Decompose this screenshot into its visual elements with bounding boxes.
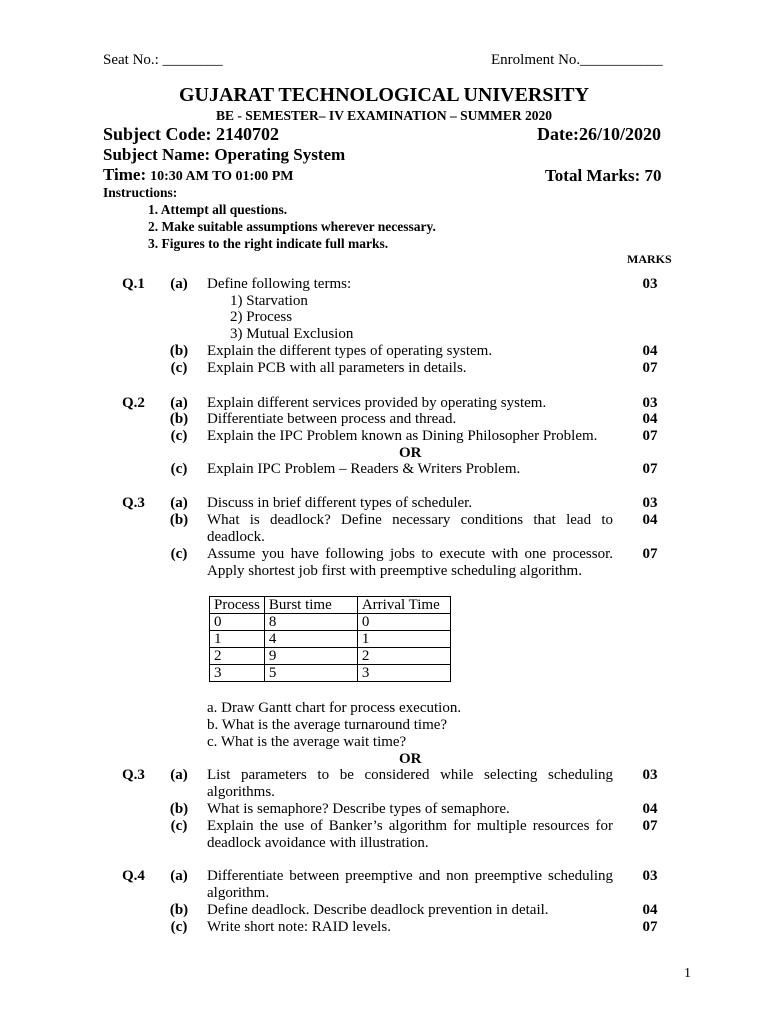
question-text: Define following terms: <box>207 276 352 292</box>
term-item: 1) Starvation <box>230 293 308 309</box>
subject-code: Subject Code: 2140702 <box>103 124 279 144</box>
marks-value: 03 <box>642 767 658 783</box>
question-text: What is deadlock? Define necessary conditions that lead to deadlock. <box>207 512 613 545</box>
part-label: (c) <box>170 546 188 562</box>
question-number: Q.1 <box>122 276 145 292</box>
question-text: What is semaphore? Describe types of semaphore. <box>207 801 510 817</box>
page-number: 1 <box>684 966 691 981</box>
question-text: Explain PCB with all parameters in details. <box>207 360 467 376</box>
question-text: List parameters to be considered while selecting scheduling algorithms. <box>207 767 613 800</box>
marks-value: 07 <box>642 428 658 444</box>
question-text: Explain the IPC Problem known as Dining Philosopher Problem. <box>207 428 598 444</box>
marks-value: 04 <box>642 512 658 528</box>
instruction-item: 2. Make suitable assumptions wherever necessary. <box>148 219 436 234</box>
part-label: (b) <box>169 902 189 918</box>
total-marks: Total Marks: 70 <box>545 166 662 185</box>
marks-value: 07 <box>642 461 658 477</box>
table-header-cell: Burst time <box>264 597 357 614</box>
university-title: GUJARAT TECHNOLOGICAL UNIVERSITY <box>178 84 590 106</box>
question-number: Q.3 <box>122 767 145 783</box>
table-cell: 9 <box>264 648 357 665</box>
or-separator: OR <box>399 751 422 767</box>
marks-value: 03 <box>642 395 658 411</box>
table-row <box>210 631 451 648</box>
part-label: (b) <box>169 343 189 359</box>
marks-value: 07 <box>642 546 658 562</box>
table-cell: 2 <box>210 648 265 665</box>
question-text: Assume you have following jobs to execute with one processor. Apply shortest job first with preemptive scheduling algorithm. <box>207 546 613 579</box>
table-cell: 3 <box>210 665 265 682</box>
table-cell: 5 <box>264 665 357 682</box>
part-label: (a) <box>170 495 188 511</box>
marks-value: 03 <box>642 495 658 511</box>
marks-value: 03 <box>642 868 658 884</box>
marks-value: 04 <box>642 801 658 817</box>
part-label: (b) <box>169 411 189 427</box>
exam-time <box>103 165 294 185</box>
marks-heading: MARKS <box>627 252 672 266</box>
table-cell: 1 <box>357 631 450 648</box>
question-text: Discuss in brief different types of scheduler. <box>207 495 473 511</box>
exam-date: Date:26/10/2020 <box>537 124 661 144</box>
time-label: Time: <box>103 165 147 184</box>
subpart-item: c. What is the average wait time? <box>207 734 407 750</box>
or-separator: OR <box>399 445 422 461</box>
question-text: Differentiate between process and thread. <box>207 411 457 427</box>
table-header-cell: Process <box>210 597 265 614</box>
term-item: 3) Mutual Exclusion <box>230 326 354 342</box>
part-label: (b) <box>169 512 189 528</box>
question-text: Differentiate between preemptive and non preemptive scheduling algorithm. <box>207 868 613 901</box>
table-row <box>210 665 451 682</box>
question-text: Explain different services provided by operating system. <box>207 395 547 411</box>
subpart-item: b. What is the average turnaround time? <box>207 717 448 733</box>
table-row <box>210 648 451 665</box>
table-cell: 2 <box>357 648 450 665</box>
question-number: Q.4 <box>122 868 145 884</box>
table-cell: 0 <box>210 614 265 631</box>
question-text: Write short note: RAID levels. <box>207 919 391 935</box>
jobs-table <box>209 596 451 682</box>
marks-value: 07 <box>642 360 658 376</box>
instructions-title: Instructions: <box>103 185 178 200</box>
table-cell: 1 <box>210 631 265 648</box>
table-header-row <box>210 597 451 614</box>
question-number: Q.2 <box>122 395 145 411</box>
part-label: (a) <box>170 276 188 292</box>
part-label: (a) <box>170 767 188 783</box>
instruction-item: 1. Attempt all questions. <box>148 202 288 217</box>
part-label: (a) <box>170 868 188 884</box>
question-text: Explain the different types of operating system. <box>207 343 493 359</box>
table-cell: 3 <box>357 665 450 682</box>
part-label: (a) <box>170 395 188 411</box>
part-label: (c) <box>170 461 188 477</box>
question-text: Explain the use of Banker’s algorithm for multiple resources for deadlock avoidance with illustration. <box>207 818 613 851</box>
marks-value: 04 <box>642 343 658 359</box>
marks-value: 04 <box>642 902 658 918</box>
table-cell: 8 <box>264 614 357 631</box>
question-text: Define deadlock. Describe deadlock prevention in detail. <box>207 902 549 918</box>
exam-title: BE - SEMESTER– IV EXAMINATION – SUMMER 2020 <box>216 108 552 123</box>
term-item: 2) Process <box>230 309 293 325</box>
marks-value: 07 <box>642 919 658 935</box>
enrolment-number-label: Enrolment No.___________ <box>491 52 663 68</box>
question-number: Q.3 <box>122 495 145 511</box>
part-label: (c) <box>170 360 188 376</box>
part-label: (b) <box>169 801 189 817</box>
table-cell: 0 <box>357 614 450 631</box>
part-label: (c) <box>170 428 188 444</box>
question-text: Explain IPC Problem – Readers & Writers Problem. <box>207 461 521 477</box>
table-header-cell: Arrival Time <box>357 597 450 614</box>
instruction-item: 3. Figures to the right indicate full marks. <box>148 236 389 251</box>
time-value: 10:30 AM TO 01:00 PM <box>150 169 294 184</box>
table-cell: 4 <box>264 631 357 648</box>
seat-number-label: Seat No.: ________ <box>103 52 223 68</box>
part-label: (c) <box>170 818 188 834</box>
marks-value: 04 <box>642 411 658 427</box>
marks-value: 03 <box>642 276 658 292</box>
part-label: (c) <box>170 919 188 935</box>
subject-name: Subject Name: Operating System <box>103 145 346 164</box>
subpart-item: a. Draw Gantt chart for process execution. <box>207 700 462 716</box>
marks-value: 07 <box>642 818 658 834</box>
table-row <box>210 614 451 631</box>
